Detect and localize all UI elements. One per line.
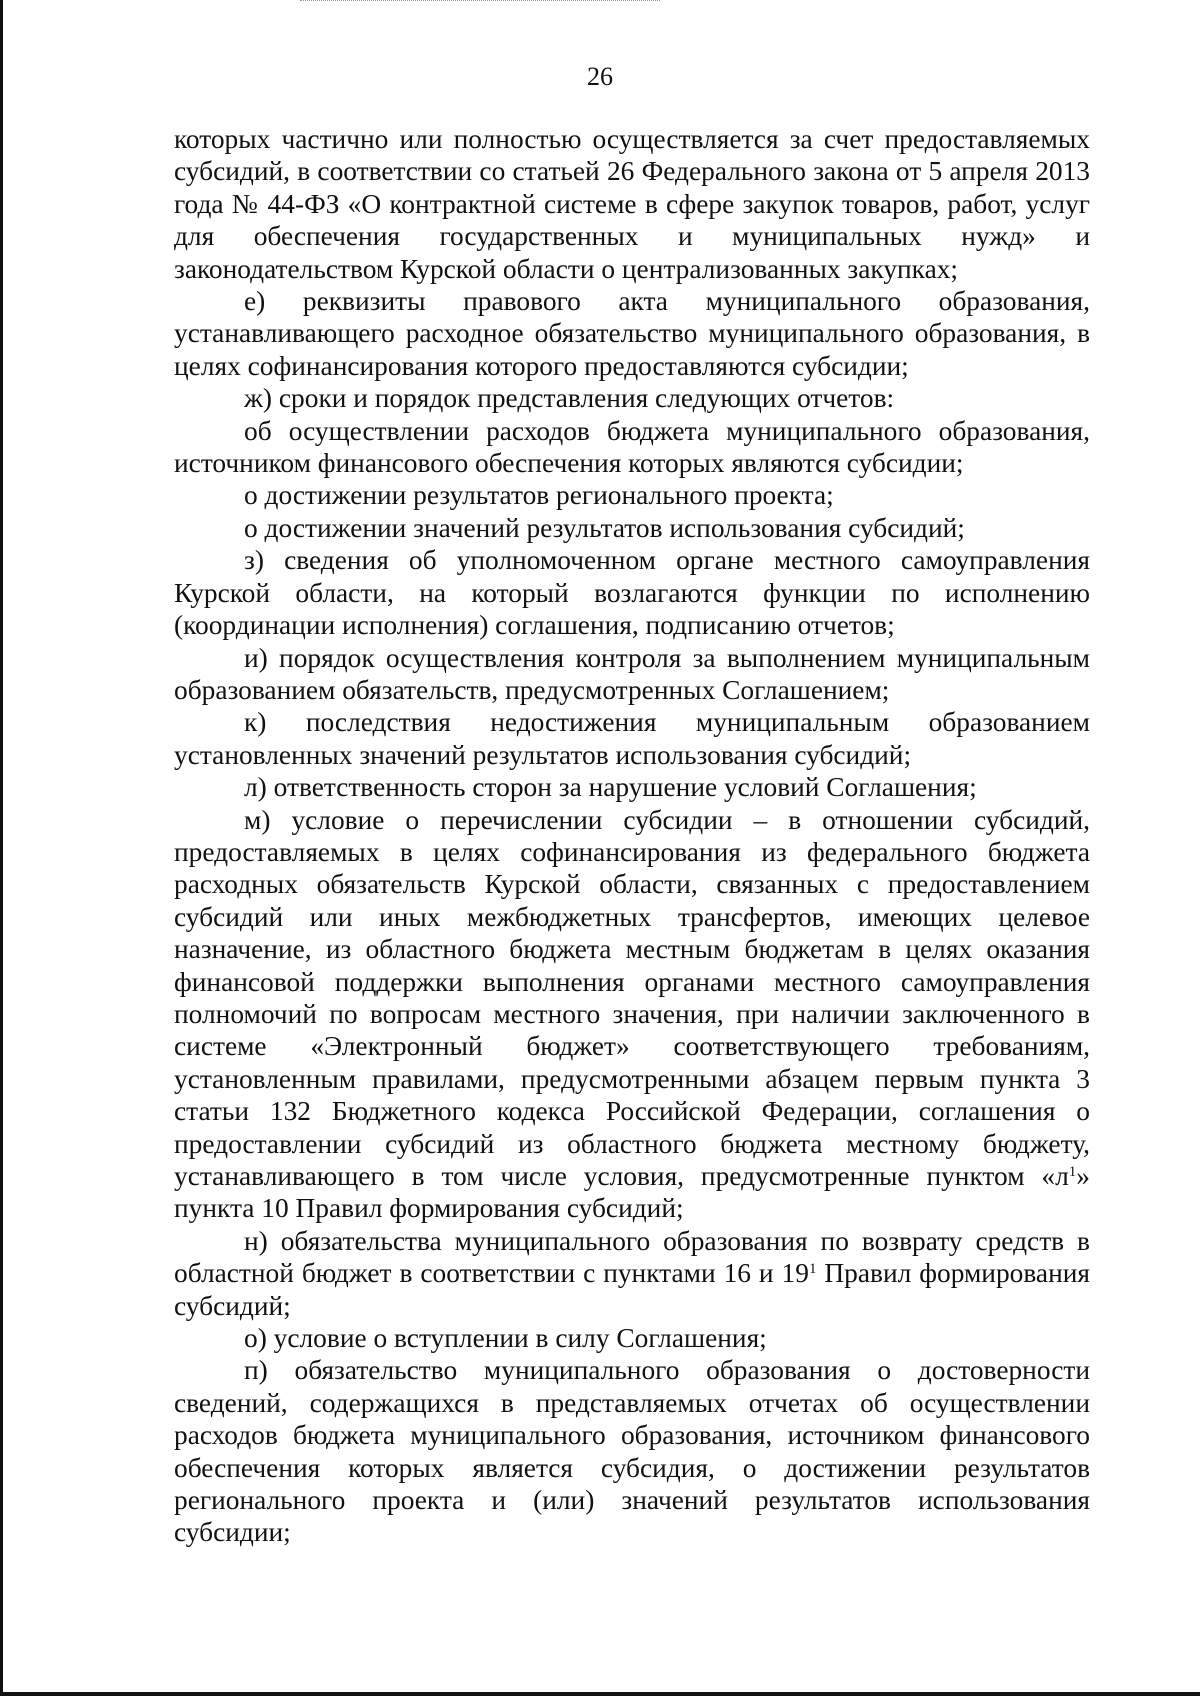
- paragraph-item-e: е) реквизиты правового акта муниципального образования, устанавливающего расходное обязательство муниципального образования, в целях софинансирования которого предоставляются субсидии;: [174, 286, 1090, 381]
- paragraph-report-project-results: о достижении результатов регионального проекта;: [244, 480, 834, 511]
- paragraph-item-m-ending: » пункта 10 Правил формирования субсидий;: [174, 1161, 1090, 1224]
- superscript-one: 1: [1068, 1164, 1077, 1180]
- scan-left-edge: [0, 0, 3, 1696]
- paragraph-item-m: [174, 804, 1090, 1225]
- paragraph-item-i: и) порядок осуществления контроля за выполнением муниципальным образованием обязательств, предусмотренных Соглашением;: [174, 642, 1090, 705]
- paragraph-item-n: [174, 1225, 1090, 1322]
- scan-bottom-edge: [0, 1692, 1200, 1696]
- paragraph-report-subsidy-results: о достижении значений результатов использования субсидий;: [244, 512, 965, 543]
- paragraph-item-n-text: н) обязательства муниципального образования по возврату средств в областной бюджет в соответствии с пунктами 16 и 19: [174, 1225, 1090, 1289]
- paragraph-report-expenses: об осуществлении расходов бюджета муниципального образования, источником финансового обеспечения которых являются субсидии;: [174, 415, 1090, 479]
- paragraph-item-l: л) ответственность сторон за нарушение условий Соглашения;: [244, 772, 977, 803]
- page-number: 26: [587, 62, 613, 91]
- paragraph-item-m-text: м) условие о перечислении субсидии – в отношении субсидий, предоставляемых в целях софинансирования из федерального бюджета расходных обязательств Курской области, связанных с предоставлением субсидий или иных межбюджетных трансфертов, имеющих целевое назначение, из областного бюджета местным бюджетам в целях оказания финансовой поддержки выполнения органами местного самоуправления полномочий по вопросам местного значения, при наличии заключенного в системе «Электронный бюджет» соответствующего требованиям, установленным правилами, предусмотренными абзацем первым пункта 3 статьи 132 Бюджетного кодекса Российской Федерации, соглашения о предоставлении субсидий из областного бюджета местному бюджету, устанавливающего в том числе условия, предусмотренные пунктом «л: [174, 804, 1090, 1191]
- paragraph-item-zh: ж) сроки и порядок представления следующих отчетов:: [244, 383, 895, 414]
- scan-top-marks: [300, 0, 660, 5]
- paragraph-item-z: з) сведения об уполномоченном органе местного самоуправления Курской области, на который возлагаются функции по исполнению (координации исполнения) соглашения, подписанию отчетов;: [174, 545, 1090, 641]
- paragraph-continuation: которых частично или полностью осуществляется за счет предоставляемых субсидий, в соответствии со статьей 26 Федерального закона от 5 апреля 2013 года № 44-ФЗ «О контрактной системе в сфере закупок товаров, работ, услуг для обеспечения государственных и муниципальных нужд» и законодательством Курской области о централизованных закупках;: [174, 124, 1090, 284]
- paragraph-item-o: о) условие о вступлении в силу Соглашения;: [244, 1323, 767, 1354]
- document-body: [174, 123, 1090, 1549]
- paragraph-item-p: п) обязательство муниципального образования о достоверности сведений, содержащихся в представляемых отчетах об осуществлении расходов бюджета муниципального образования, источником финансового обеспечения которых является субсидия, о достижении результатов регионального проекта и (или) значений результатов использования субсидии;: [174, 1355, 1090, 1548]
- superscript-one: 1: [808, 1261, 817, 1278]
- paragraph-item-k: к) последствия недостижения муниципальным образованием установленных значений результатов использования субсидий;: [174, 707, 1090, 770]
- paragraph-item-n-ending: Правил формирования субсидий;: [174, 1258, 1090, 1321]
